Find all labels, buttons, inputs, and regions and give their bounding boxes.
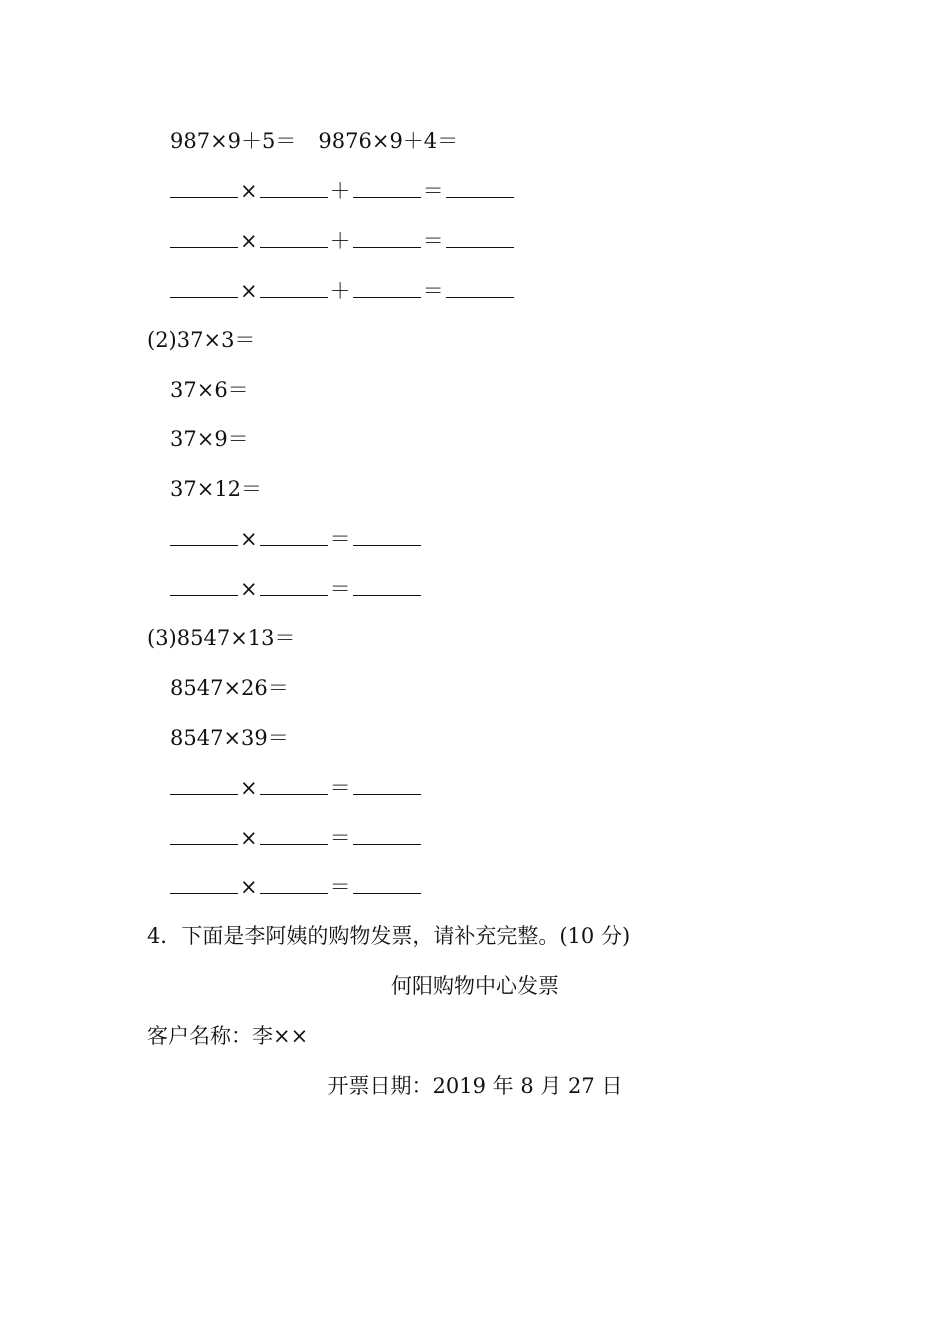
answer-blank[interactable] — [446, 277, 514, 298]
answer-blank[interactable] — [260, 277, 328, 298]
operator: ＝ — [329, 875, 351, 899]
answer-blank[interactable] — [260, 873, 328, 894]
operator: ＝ — [329, 826, 351, 850]
expression-a: 987×9＋5＝ — [170, 129, 297, 153]
operator: ＝ — [329, 776, 351, 800]
answer-blank[interactable] — [446, 177, 514, 198]
part3-label: (3)8547×13＝ — [147, 626, 296, 650]
invoice-customer: 客户名称：李×× — [147, 1024, 309, 1048]
answer-blank[interactable] — [170, 575, 238, 596]
answer-blank[interactable] — [170, 277, 238, 298]
answer-blank[interactable] — [353, 873, 421, 894]
operator: × — [240, 577, 258, 601]
operator: × — [240, 527, 258, 551]
answer-blank[interactable] — [260, 227, 328, 248]
operator: ＝ — [422, 279, 444, 303]
part2-line: 37×9＝ — [170, 427, 249, 451]
operator: × — [240, 776, 258, 800]
answer-blank[interactable] — [353, 575, 421, 596]
part3-line: 8547×26＝ — [170, 676, 289, 700]
part3-line: 8547×39＝ — [170, 726, 289, 750]
operator: ＝ — [422, 179, 444, 203]
expression-b: 9876×9＋4＝ — [318, 129, 459, 153]
answer-blank[interactable] — [260, 525, 328, 546]
answer-blank[interactable] — [353, 177, 421, 198]
operator: ＝ — [329, 527, 351, 551]
answer-blank[interactable] — [353, 774, 421, 795]
answer-blank[interactable] — [353, 824, 421, 845]
question-4: 4．下面是李阿姨的购物发票，请补充完整。(10 分) — [147, 924, 631, 948]
operator: ＋ — [329, 229, 351, 253]
part2-line: 37×6＝ — [170, 378, 249, 402]
operator: ＝ — [422, 229, 444, 253]
operator: × — [240, 179, 258, 203]
answer-blank[interactable] — [260, 774, 328, 795]
invoice-title: 何阳购物中心发票 — [391, 974, 559, 998]
answer-blank[interactable] — [170, 525, 238, 546]
part2-line: 37×12＝ — [170, 477, 263, 501]
answer-blank[interactable] — [170, 873, 238, 894]
operator: ＋ — [329, 179, 351, 203]
answer-blank[interactable] — [170, 824, 238, 845]
operator: × — [240, 279, 258, 303]
answer-blank[interactable] — [446, 227, 514, 248]
blank-row — [170, 277, 514, 305]
answer-blank[interactable] — [260, 575, 328, 596]
part1-expressions — [170, 127, 458, 155]
answer-blank[interactable] — [353, 525, 421, 546]
answer-blank[interactable] — [170, 177, 238, 198]
invoice-date: 开票日期：2019 年 8 月 27 日 — [327, 1074, 623, 1098]
part2-label: (2)37×3＝ — [147, 328, 256, 352]
answer-blank[interactable] — [170, 227, 238, 248]
operator: × — [240, 229, 258, 253]
blank-row — [170, 873, 421, 901]
blank-row — [170, 824, 421, 852]
answer-blank[interactable] — [260, 177, 328, 198]
answer-blank[interactable] — [170, 774, 238, 795]
blank-row — [170, 575, 421, 603]
answer-blank[interactable] — [260, 824, 328, 845]
blank-row — [170, 227, 514, 255]
operator: ＋ — [329, 279, 351, 303]
blank-row — [170, 774, 421, 802]
operator: ＝ — [329, 577, 351, 601]
blank-row — [170, 177, 514, 205]
answer-blank[interactable] — [353, 277, 421, 298]
operator: × — [240, 875, 258, 899]
blank-row — [170, 525, 421, 553]
operator: × — [240, 826, 258, 850]
answer-blank[interactable] — [353, 227, 421, 248]
